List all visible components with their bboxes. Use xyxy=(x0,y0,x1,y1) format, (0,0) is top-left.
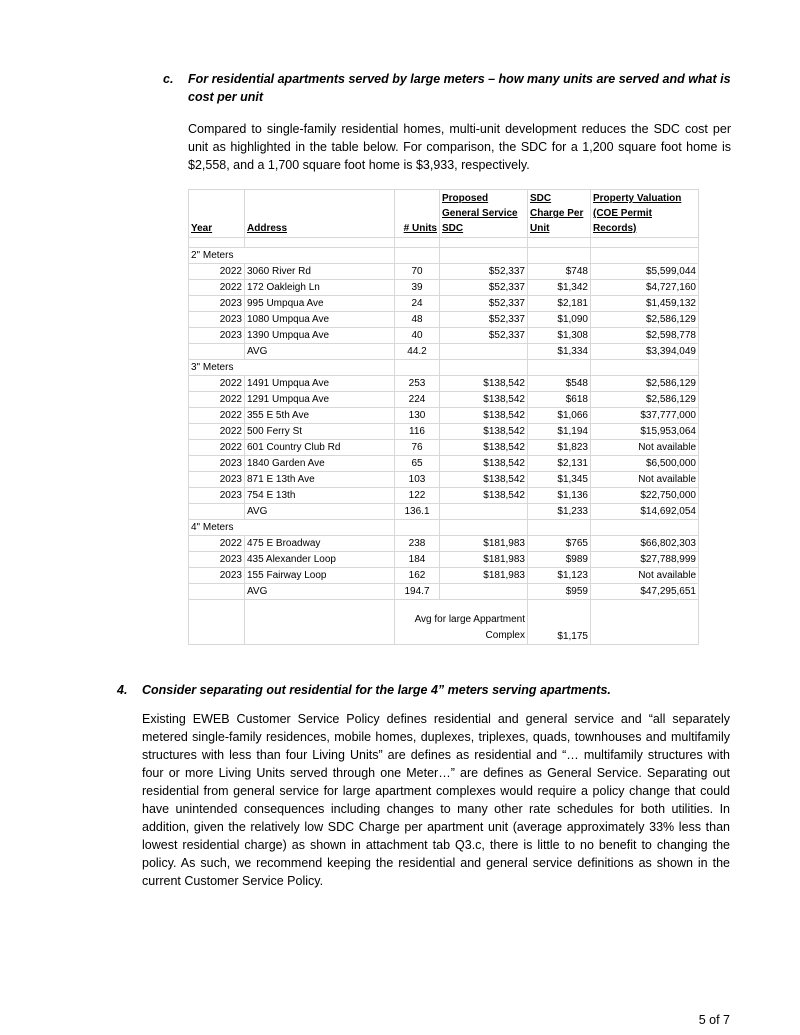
group-label-row xyxy=(189,520,699,536)
group-3in-label: 3" Meters xyxy=(189,360,395,376)
cell-address: 3060 River Rd xyxy=(245,264,395,280)
section-4-title: Consider separating out residential for the large 4” meters serving apartments. xyxy=(142,683,611,697)
cell-per-unit: $1,123 xyxy=(528,568,591,584)
cell-units: 103 xyxy=(395,472,440,488)
cell-year: 2022 xyxy=(189,408,245,424)
cell-address: 1491 Umpqua Ave xyxy=(245,376,395,392)
table-row xyxy=(189,472,699,488)
cell-units: 224 xyxy=(395,392,440,408)
cell-address: 871 E 13th Ave xyxy=(245,472,395,488)
cell-valuation: $1,459,132 xyxy=(591,296,699,312)
cell-address: 1291 Umpqua Ave xyxy=(245,392,395,408)
table-row xyxy=(189,456,699,472)
cell-sdc: $52,337 xyxy=(440,312,528,328)
cell-valuation: $6,500,000 xyxy=(591,456,699,472)
avg-per-unit: $1,233 xyxy=(528,504,591,520)
cell-sdc: $52,337 xyxy=(440,328,528,344)
cell-year: 2023 xyxy=(189,296,245,312)
cell-units: 70 xyxy=(395,264,440,280)
cell-address: 1390 Umpqua Ave xyxy=(245,328,395,344)
cell-per-unit: $1,342 xyxy=(528,280,591,296)
header-units: # Units xyxy=(395,190,440,238)
avg-row xyxy=(189,504,699,520)
cell-per-unit: $618 xyxy=(528,392,591,408)
cell-address: 435 Alexander Loop xyxy=(245,552,395,568)
cell-year: 2022 xyxy=(189,280,245,296)
section-c-paragraph: Compared to single-family residential homes, multi-unit development reduces the SDC cost per unit as highlighted in the table below. For comparison, the SDC for a 1,200 square foot home is $2,558, and a 1,700 square foot home is $3,933, respectively. xyxy=(188,122,731,172)
cell-address: 475 E Broadway xyxy=(245,536,395,552)
cell-address: 172 Oakleigh Ln xyxy=(245,280,395,296)
avg-per-unit: $1,334 xyxy=(528,344,591,360)
cell-year: 2023 xyxy=(189,472,245,488)
cell-per-unit: $1,308 xyxy=(528,328,591,344)
cell-sdc: $138,542 xyxy=(440,392,528,408)
cell-valuation: $2,598,778 xyxy=(591,328,699,344)
summary-label-line2: Complex xyxy=(485,630,525,641)
cell-units: 65 xyxy=(395,456,440,472)
cell-per-unit: $748 xyxy=(528,264,591,280)
cell-address: 601 Country Club Rd xyxy=(245,440,395,456)
spacer-row xyxy=(189,238,699,248)
cell-per-unit: $1,823 xyxy=(528,440,591,456)
header-year: Year xyxy=(189,190,245,238)
cell-year: 2023 xyxy=(189,568,245,584)
cell-valuation: Not available xyxy=(591,472,699,488)
cell-sdc: $52,337 xyxy=(440,296,528,312)
avg-units: 194.7 xyxy=(395,584,440,600)
cell-valuation: $27,788,999 xyxy=(591,552,699,568)
summary-label xyxy=(395,600,528,645)
cell-valuation: $15,953,064 xyxy=(591,424,699,440)
cell-per-unit: $2,131 xyxy=(528,456,591,472)
cell-per-unit: $765 xyxy=(528,536,591,552)
cell-units: 40 xyxy=(395,328,440,344)
cell-year: 2023 xyxy=(189,456,245,472)
cell-units: 76 xyxy=(395,440,440,456)
cell-units: 48 xyxy=(395,312,440,328)
cell-valuation: Not available xyxy=(591,568,699,584)
cell-per-unit: $1,345 xyxy=(528,472,591,488)
section-4-label: 4. xyxy=(117,683,128,697)
cell-valuation: $4,727,160 xyxy=(591,280,699,296)
cell-sdc: $181,983 xyxy=(440,552,528,568)
avg-per-unit: $959 xyxy=(528,584,591,600)
cell-per-unit: $1,090 xyxy=(528,312,591,328)
avg-row xyxy=(189,344,699,360)
avg-row xyxy=(189,584,699,600)
cell-valuation: $5,599,044 xyxy=(591,264,699,280)
cell-units: 238 xyxy=(395,536,440,552)
sdc-meter-table xyxy=(188,189,699,645)
table-row xyxy=(189,424,699,440)
avg-label: AVG xyxy=(245,344,395,360)
cell-valuation: $66,802,303 xyxy=(591,536,699,552)
cell-address: 500 Ferry St xyxy=(245,424,395,440)
cell-sdc: $138,542 xyxy=(440,440,528,456)
avg-valuation: $14,692,054 xyxy=(591,504,699,520)
table-row xyxy=(189,280,699,296)
cell-valuation: $2,586,129 xyxy=(591,392,699,408)
cell-per-unit: $989 xyxy=(528,552,591,568)
cell-year: 2022 xyxy=(189,424,245,440)
avg-units: 136.1 xyxy=(395,504,440,520)
cell-year: 2023 xyxy=(189,328,245,344)
table-row xyxy=(189,312,699,328)
cell-units: 39 xyxy=(395,280,440,296)
avg-label: AVG xyxy=(245,504,395,520)
cell-valuation: Not available xyxy=(591,440,699,456)
cell-sdc: $181,983 xyxy=(440,536,528,552)
cell-address: 754 E 13th xyxy=(245,488,395,504)
header-address: Address xyxy=(245,190,395,238)
group-2in-label: 2" Meters xyxy=(189,248,395,264)
cell-units: 116 xyxy=(395,424,440,440)
cell-year: 2022 xyxy=(189,536,245,552)
cell-sdc: $181,983 xyxy=(440,568,528,584)
cell-year: 2022 xyxy=(189,264,245,280)
cell-sdc: $52,337 xyxy=(440,280,528,296)
avg-valuation: $47,295,651 xyxy=(591,584,699,600)
table-row xyxy=(189,488,699,504)
table-row xyxy=(189,568,699,584)
cell-sdc: $52,337 xyxy=(440,264,528,280)
group-4in-label: 4" Meters xyxy=(189,520,395,536)
table-row xyxy=(189,392,699,408)
cell-sdc: $138,542 xyxy=(440,488,528,504)
table-row xyxy=(189,376,699,392)
avg-valuation: $3,394,049 xyxy=(591,344,699,360)
cell-year: 2023 xyxy=(189,312,245,328)
summary-value: $1,175 xyxy=(528,600,591,645)
cell-per-unit: $1,194 xyxy=(528,424,591,440)
table-row xyxy=(189,440,699,456)
cell-units: 122 xyxy=(395,488,440,504)
table-header-row xyxy=(189,190,699,238)
cell-per-unit: $1,066 xyxy=(528,408,591,424)
cell-units: 130 xyxy=(395,408,440,424)
cell-units: 24 xyxy=(395,296,440,312)
table-row xyxy=(189,408,699,424)
section-c-label: c. xyxy=(163,72,174,86)
table-row xyxy=(189,296,699,312)
cell-units: 253 xyxy=(395,376,440,392)
cell-address: 155 Fairway Loop xyxy=(245,568,395,584)
header-valuation: Property Valuation (COE Permit Records) xyxy=(591,190,699,238)
section-c-title: For residential apartments served by large meters – how many units are served and what is cost per unit xyxy=(188,72,731,104)
cell-address: 995 Umpqua Ave xyxy=(245,296,395,312)
summary-label-line1: Avg for large Appartment xyxy=(414,614,525,625)
cell-address: 1080 Umpqua Ave xyxy=(245,312,395,328)
group-label-row xyxy=(189,248,699,264)
cell-units: 184 xyxy=(395,552,440,568)
cell-units: 162 xyxy=(395,568,440,584)
section-4-paragraph: Existing EWEB Customer Service Policy defines residential and general service and “all separately metered single-family residences, mobile homes, duplexes, triplexes, quads, townhouses and multifamily structures with less than four Living Units” are defines as residential and “… multifamily structures with four or more Living Units served through one Meter…” are defines as General Service. Separating out residential from general service for large apartment complexes would require a policy change that could have unintended consequences including changes to many other rate schedules for both utilities. In addition, given the relatively low SDC Charge per apartment unit (average approximately 33% less than lowest residential charge) as shown in attachment tab Q3.c, there is little to no benefit to changing the policy. As such, we recommend keeping the residential and general service definitions as shown in the current Customer Service Policy. xyxy=(142,712,730,888)
table-row xyxy=(189,536,699,552)
summary-row xyxy=(189,600,699,645)
table-row xyxy=(189,264,699,280)
cell-sdc: $138,542 xyxy=(440,456,528,472)
cell-sdc: $138,542 xyxy=(440,408,528,424)
cell-address: 1840 Garden Ave xyxy=(245,456,395,472)
cell-valuation: $22,750,000 xyxy=(591,488,699,504)
cell-sdc: $138,542 xyxy=(440,424,528,440)
header-per-unit: SDC Charge Per Unit xyxy=(528,190,591,238)
header-sdc: Proposed General Service SDC xyxy=(440,190,528,238)
avg-units: 44.2 xyxy=(395,344,440,360)
cell-year: 2023 xyxy=(189,488,245,504)
cell-valuation: $37,777,000 xyxy=(591,408,699,424)
cell-per-unit: $1,136 xyxy=(528,488,591,504)
cell-year: 2022 xyxy=(189,376,245,392)
cell-year: 2022 xyxy=(189,440,245,456)
cell-year: 2022 xyxy=(189,392,245,408)
group-label-row xyxy=(189,360,699,376)
avg-label: AVG xyxy=(245,584,395,600)
cell-year: 2023 xyxy=(189,552,245,568)
page-number: 5 of 7 xyxy=(698,1013,730,1027)
cell-valuation: $2,586,129 xyxy=(591,376,699,392)
cell-valuation: $2,586,129 xyxy=(591,312,699,328)
cell-sdc: $138,542 xyxy=(440,376,528,392)
table-row xyxy=(189,328,699,344)
cell-per-unit: $2,181 xyxy=(528,296,591,312)
cell-address: 355 E 5th Ave xyxy=(245,408,395,424)
table-row xyxy=(189,552,699,568)
cell-per-unit: $548 xyxy=(528,376,591,392)
cell-sdc: $138,542 xyxy=(440,472,528,488)
